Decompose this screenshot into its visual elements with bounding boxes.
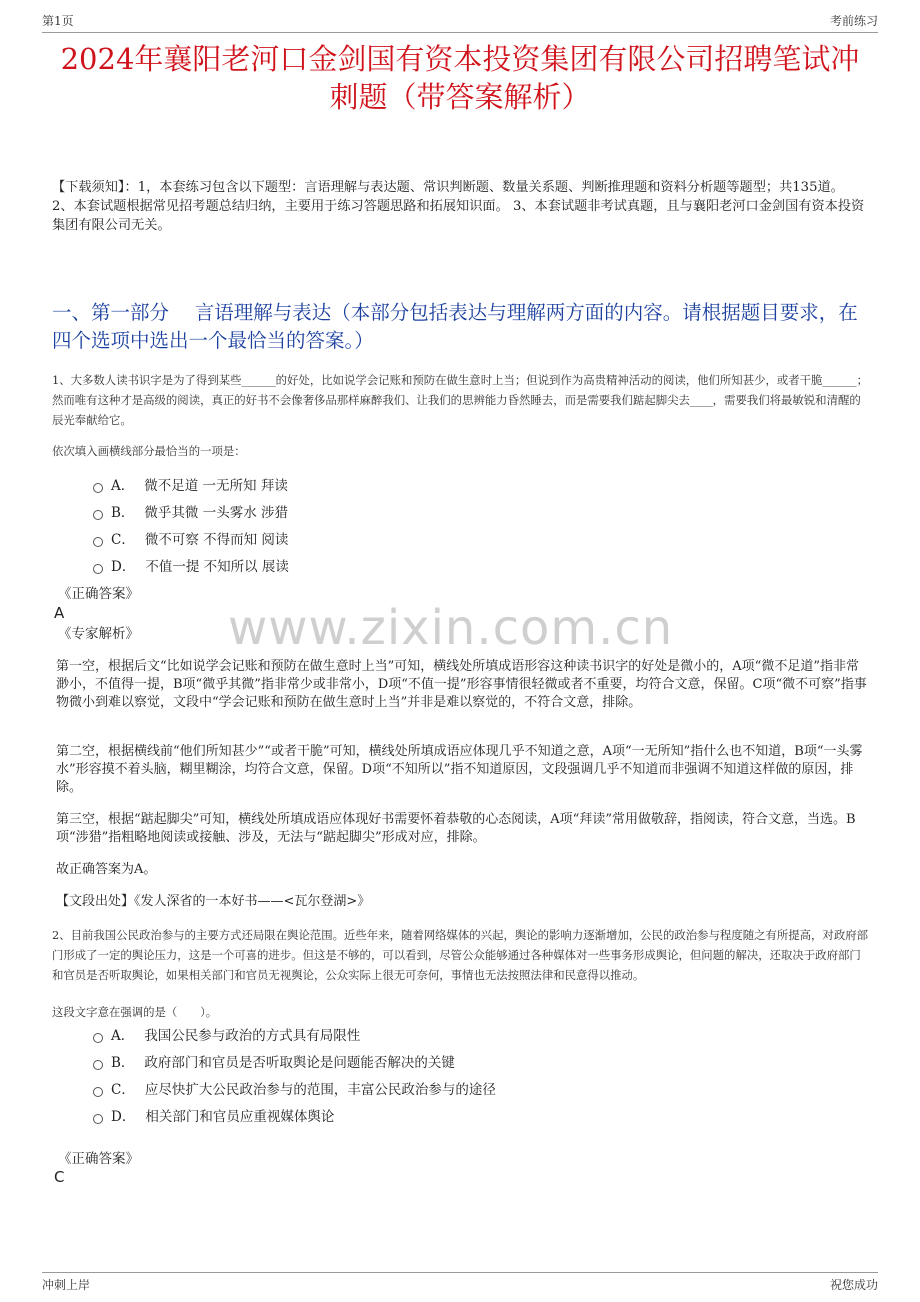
option-text: 我国公民参与政治的方式具有局限性	[144, 1028, 361, 1044]
option-text: 微不足道 一无所知 拜读	[144, 478, 288, 494]
q1-analysis-paragraph: 第二空，根据横线前“他们所知甚少”“或者干脆”可知，横线处所填成语应体现几乎不知道之意，A项“一无所知”指什么也不知道，B项“一头雾水”形容摸不着头脑，糊里糊涂，均符合文意，保留。D项“不知所以”指不知道原因，文段强调几乎不知道而非强调不知道这样做的原因，排除。	[56, 744, 863, 795]
option-text: 相关部门和官员应重视媒体舆论	[145, 1109, 335, 1125]
radio-icon[interactable]	[93, 564, 103, 574]
option-letter: A．	[111, 1028, 135, 1044]
q2-answer-label: 《正确答案》	[58, 1151, 139, 1167]
page-number: 第1页	[42, 14, 74, 28]
q1-option-c[interactable]	[93, 530, 288, 550]
q1-source: 【文段出处】《发人深省的一本好书——<瓦尔登湖>》	[56, 894, 371, 909]
option-letter: B．	[111, 505, 135, 521]
option-letter: D．	[111, 559, 136, 575]
radio-icon[interactable]	[93, 1033, 103, 1043]
radio-icon[interactable]	[93, 1087, 103, 1097]
q1-analysis-paragraph: 第三空，根据“踮起脚尖”可知，横线处所填成语应体现好书需要怀着恭敬的心态阅读，A项“拜读”常用做敬辞，指阅读，符合文意，当选。B项“涉猎”指粗略地阅读或接触、涉及，无法与“踮起脚尖”形成对应，排除。	[56, 812, 856, 845]
option-text: 微不可察 不得而知 阅读	[144, 532, 289, 548]
question-2-prompt: 这段文字意在强调的是（ ）。	[52, 1005, 218, 1019]
question-1-stem: 1、大多数人读书识字是为了得到某些______的好处，比如说学会记账和预防在做生意时上当；但说到作为高贵精神活动的阅读，他们所知甚少，或者干脆______；然而唯有这种才是高级的阅读，真正的好书不会像奢侈品那样麻醉我们、让我们的思辨能力昏然睡去，而是需要我们踮起脚尖去____，需要我们将最敏锐和清醒的辰光奉献给它。	[52, 373, 868, 427]
q1-analysis-paragraph: 第一空，根据后文“比如说学会记账和预防在做生意时上当”可知，横线处所填成语形容这种读书识字的好处是微小的，A项“微不足道”指非常渺小，不值得一提，B项“微乎其微”指非常少或非常小，D项“不值一提”形容事情很轻微或者不重要，均符合文意，保留。C项“微不可察”指事物微小到难以察觉，文段中“学会记账和预防在做生意时上当”并非是难以察觉的，不符合文意，排除。	[56, 659, 867, 710]
q2-option-d[interactable]	[93, 1107, 334, 1127]
option-text: 不值一提 不知所以 展读	[145, 559, 289, 575]
q1-answer-label: 《正确答案》	[58, 586, 139, 602]
q1-conclusion: 故正确答案为A。	[56, 862, 157, 877]
footer-right: 祝您成功	[829, 1278, 878, 1292]
question-1-prompt: 依次填入画横线部分最恰当的一项是：	[52, 444, 246, 458]
option-text: 政府部门和官员是否听取舆论是问题能否解决的关键	[144, 1055, 455, 1071]
q1-option-a[interactable]	[93, 476, 288, 496]
radio-icon[interactable]	[93, 483, 103, 493]
radio-icon[interactable]	[93, 510, 103, 520]
q1-option-b[interactable]	[93, 503, 288, 523]
q1-analysis-label: 《专家解析》	[58, 626, 139, 642]
q2-option-a[interactable]	[93, 1026, 360, 1046]
q2-answer: C	[54, 1168, 65, 1186]
option-text: 应尽快扩大公民政治参与的范围，丰富公民政治参与的途径	[144, 1082, 496, 1098]
footer-left: 冲刺上岸	[42, 1278, 91, 1292]
radio-icon[interactable]	[93, 1114, 103, 1124]
radio-icon[interactable]	[93, 537, 103, 547]
option-letter: C．	[111, 1082, 135, 1098]
radio-icon[interactable]	[93, 1060, 103, 1070]
q2-option-c[interactable]	[93, 1080, 496, 1100]
page-header	[42, 12, 878, 33]
option-letter: D．	[111, 1109, 136, 1125]
option-letter: B．	[111, 1055, 135, 1071]
section-heading: 一、第一部分 言语理解与表达（本部分包括表达与理解两方面的内容。请根据题目要求，在四个选项中选出一个最恰当的答案。）	[52, 301, 858, 352]
page-footer	[42, 1272, 878, 1293]
question-2-stem: 2、目前我国公民政治参与的主要方式还局限在舆论范围。近些年来，随着网络媒体的兴起，舆论的影响力逐渐增加，公民的政治参与程度随之有所提高，对政府部门形成了一定的舆论压力，这是一个可喜的进步。但这是不够的，可以看到，尽管公众能够通过各种媒体对一些事务形成舆论，但问题的解决，还取决于政府部门和官员是否听取舆论，如果相关部门和官员无视舆论，公众实际上很无可奈何，事情也无法按照法律和民意得以推动。	[52, 928, 868, 982]
document-title: 2024年襄阳老河口金剑国有资本投资集团有限公司招聘笔试冲刺题（带答案解析）	[60, 42, 860, 114]
q2-option-b[interactable]	[93, 1053, 455, 1073]
q1-answer: A	[54, 604, 65, 622]
q1-option-d[interactable]	[93, 557, 289, 577]
watermark: www.zixin.com.cn	[228, 600, 674, 656]
option-text: 微乎其微 一头雾水 涉猎	[144, 505, 289, 521]
option-letter: C．	[111, 532, 135, 548]
option-letter: A．	[111, 478, 135, 494]
download-notice: 【下载须知】：1，本套练习包含以下题型：言语理解与表达题、常识判断题、数量关系题、判断推理题和资料分析题等题型；共135道。 2、本套试题根据常见招考题总结归纳，主要用于练习答题思路和拓展知识面。 3、本套试题非考试真题，且与襄阳老河口金剑国有资本投资集团有限公司无关。	[52, 180, 865, 233]
header-label: 考前练习	[829, 14, 878, 28]
